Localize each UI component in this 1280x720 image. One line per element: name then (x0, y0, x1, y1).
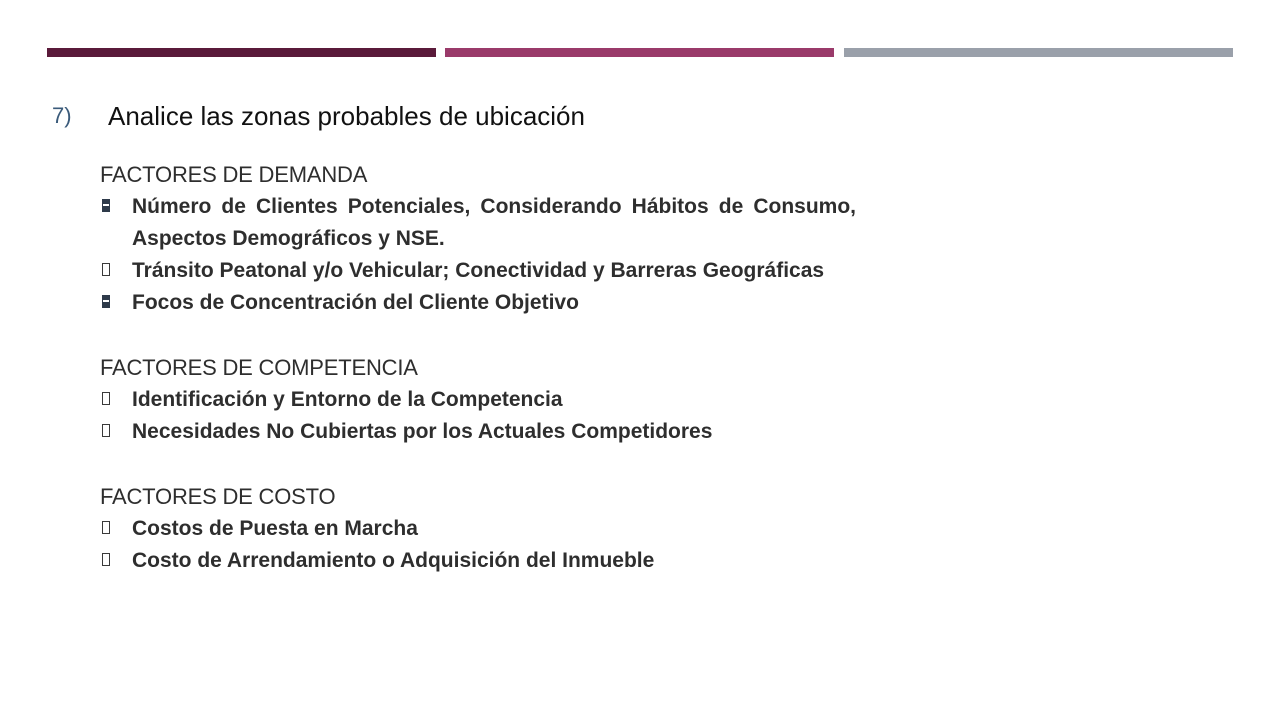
list-item (100, 287, 856, 319)
list-item (100, 255, 856, 287)
list-item (100, 545, 856, 577)
empty-square-bullet-icon (100, 416, 132, 448)
section-cost-factors (100, 480, 856, 577)
list-item-text: Necesidades No Cubiertas por los Actuales Competidores (132, 420, 713, 443)
empty-square-bullet-icon (100, 513, 132, 545)
heading-number: 7) (52, 103, 72, 128)
section-title: FACTORES DE DEMANDA (100, 162, 368, 187)
empty-square-bullet-icon (100, 255, 132, 287)
empty-square-bullet-icon (100, 384, 132, 416)
filled-square-bullet-icon (100, 191, 132, 223)
list-item (100, 513, 856, 545)
header-bar-dark-purple (47, 48, 436, 57)
section-demand-factors (100, 158, 856, 319)
list-item-text: Número de Clientes Potenciales, Considerando Hábitos de Consumo, Aspectos Demográficos y NSE. (132, 195, 856, 250)
list-item (100, 384, 856, 416)
header-bar-magenta (445, 48, 834, 57)
section-title: FACTORES DE COMPETENCIA (100, 355, 418, 380)
section-title: FACTORES DE COSTO (100, 484, 336, 509)
list-item-text: Costos de Puesta en Marcha (132, 517, 418, 540)
list-item (100, 416, 856, 448)
decorative-header-bars (47, 48, 1233, 57)
list-item-text: Tránsito Peatonal y/o Vehicular; Conectividad y Barreras Geográficas (132, 259, 825, 282)
slide-heading (52, 96, 585, 136)
filled-square-bullet-icon (100, 287, 132, 319)
slide-title: Analice las zonas probables de ubicación (108, 100, 585, 131)
section-competition-factors (100, 351, 856, 448)
list-item-text: Identificación y Entorno de la Competencia (132, 388, 563, 411)
list-item-text: Focos de Concentración del Cliente Objetivo (132, 291, 579, 314)
empty-square-bullet-icon (100, 545, 132, 577)
list-item-text: Costo de Arrendamiento o Adquisición del Inmueble (132, 549, 655, 572)
header-bar-gray (844, 48, 1233, 57)
list-item (100, 191, 856, 255)
factors-content (100, 158, 856, 609)
